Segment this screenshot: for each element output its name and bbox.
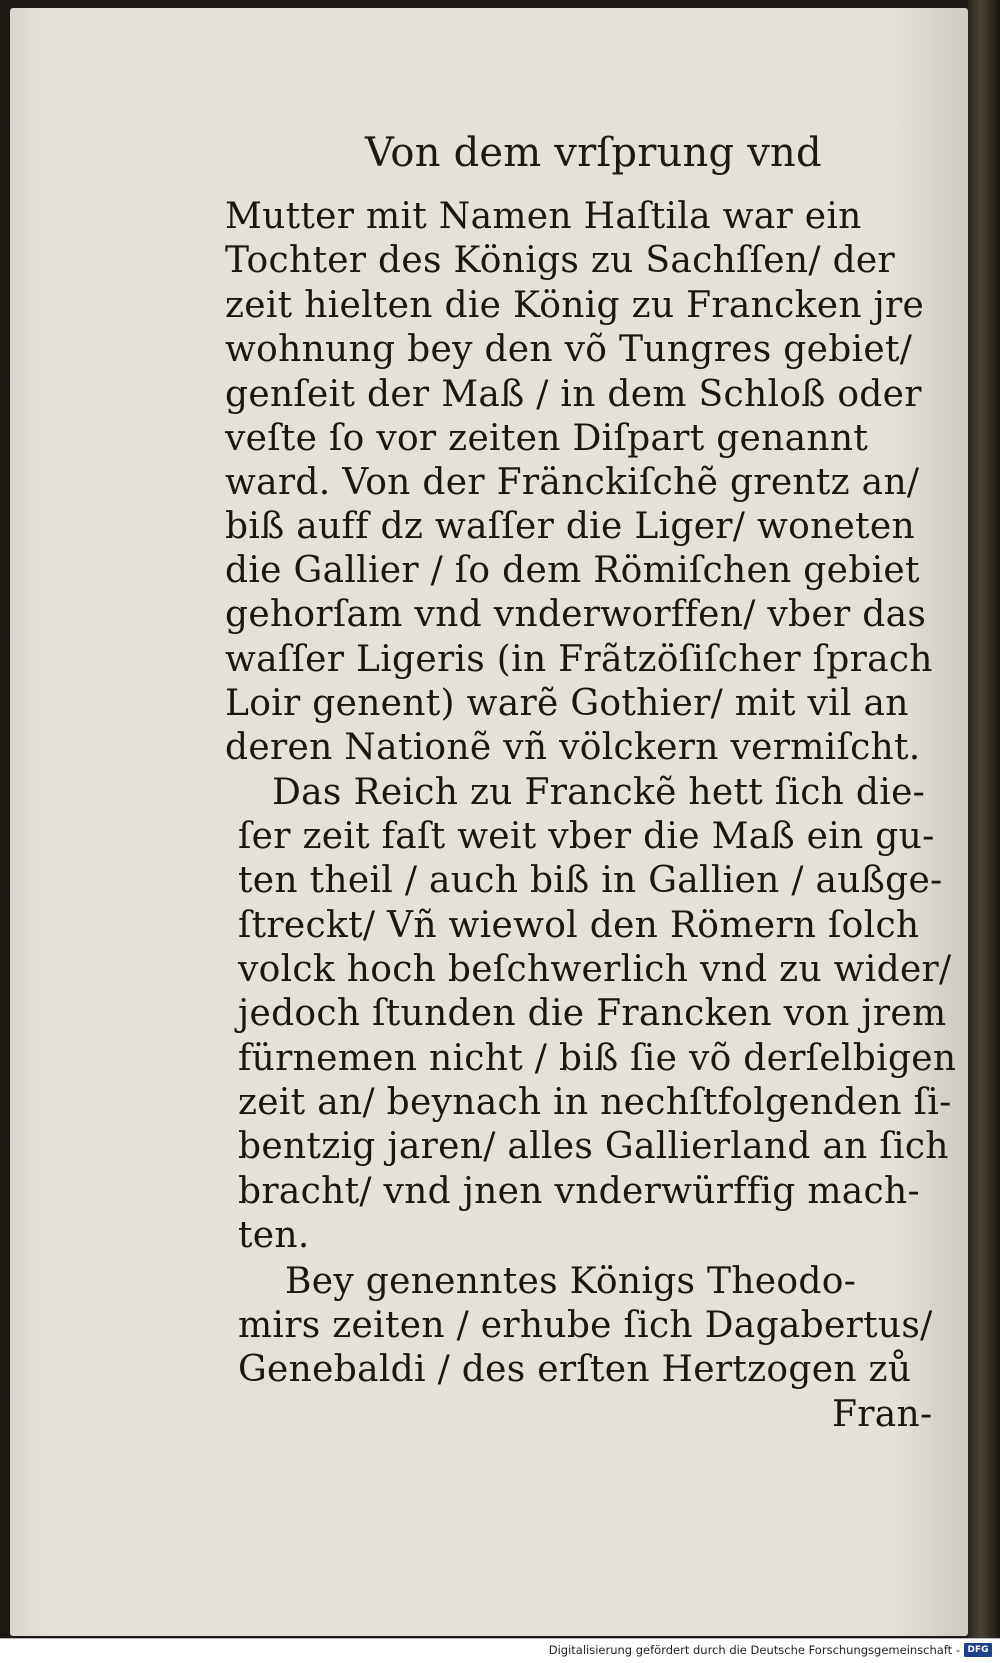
text-line: die Gallier / ſo dem Römiſchen gebiet [225, 550, 920, 591]
text-line: ten. [238, 1215, 310, 1256]
text-line: jedoch ſtunden die Francken von jrem [238, 993, 947, 1034]
text-line: zeit an/ beynach in nechſtfolgenden ſi- [238, 1082, 952, 1123]
text-line: waſſer Ligeris (in Frãtzöſiſcher ſprach [225, 639, 933, 680]
dfg-logo: DFG [964, 1643, 992, 1657]
text-line: deren Nationẽ vñ völckern vermiſcht. [225, 727, 921, 768]
running-head: Von dem vrſprung vnd [365, 130, 822, 176]
book-page [10, 8, 968, 1636]
catchword: Fran- [832, 1394, 933, 1435]
text-line: ſer zeit faſt weit vber die Maß ein gu- [238, 816, 935, 857]
text-line: Genebaldi / des erſten Hertzogen zů [238, 1349, 912, 1390]
body-text [10, 8, 968, 1636]
text-line: ſtreckt/ Vñ wiewol den Römern ſolch [238, 905, 920, 946]
text-line: ward. Von der Fränckiſchẽ grentz an/ [225, 462, 920, 503]
text-line: gehorſam vnd vnderworffen/ vber das [225, 594, 927, 635]
text-line: mirs zeiten / erhube ſich Dagabertus/ [238, 1305, 933, 1346]
text-line: bentzig jaren/ alles Gallierland an ſich [238, 1126, 949, 1167]
text-line: Bey genenntes Königs Theodo- [285, 1261, 857, 1302]
text-line: Loir genent) warẽ Gothier/ mit vil an [225, 683, 909, 724]
text-line: Tochter des Königs zu Sachſſen/ der [225, 240, 896, 281]
text-line: Mutter mit Namen Haſtila war ein [225, 196, 862, 237]
footer-credit: Digitalisierung gefördert durch die Deutsche Forschungsgemeinschaft - [548, 1643, 960, 1657]
text-line: zeit hielten die König zu Francken jre [225, 285, 925, 326]
text-line: fürnemen nicht / biß ſie võ derſelbigen [238, 1038, 957, 1079]
text-line: genſeit der Maß / in dem Schloß oder [225, 374, 922, 415]
book-gutter [968, 0, 1000, 1662]
text-line: veſte ſo vor zeiten Diſpart genannt [225, 418, 869, 459]
text-line: biß auff dz waſſer die Liger/ woneten [225, 506, 916, 547]
text-line: Das Reich zu Franckẽ hett ſich die- [272, 772, 926, 813]
text-line: volck hoch beſchwerlich vnd zu wider/ [238, 949, 952, 990]
digitization-footer [0, 1638, 1000, 1663]
text-line: wohnung bey den võ Tungres gebiet/ [225, 329, 913, 370]
text-line: ten theil / auch biß in Gallien / außge- [238, 860, 943, 901]
text-line: bracht/ vnd jnen vnderwürffig mach- [238, 1171, 920, 1212]
